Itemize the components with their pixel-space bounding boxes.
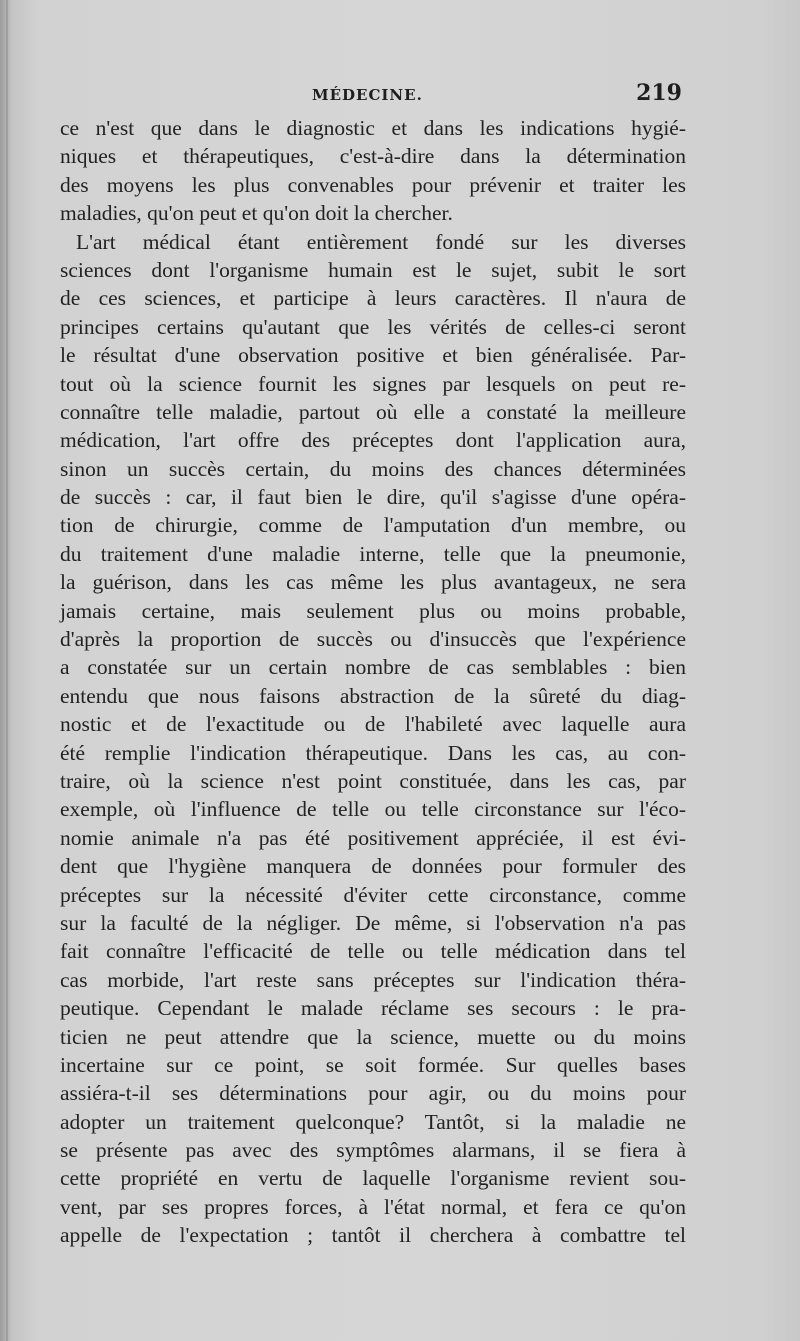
- text-line: préceptes sur la nécessité d'éviter cette circonstance, comme: [60, 882, 686, 907]
- text-line: L'art médical étant entièrement fondé sur les diverses: [76, 229, 686, 254]
- text-line: traire, où la science n'est point constituée, dans les cas, par: [60, 768, 686, 793]
- text-line: été remplie l'indication thérapeutique. Dans les cas, au con-: [60, 740, 686, 765]
- text-line: d'après la proportion de succès ou d'insuccès que l'expérience: [60, 627, 686, 652]
- text-line: des moyens les plus convenables pour prévenir et traiter les: [60, 172, 686, 197]
- text-line: dent que l'hygiène manquera de données pour formuler des: [60, 854, 686, 879]
- text-line: appelle de l'expectation ; tantôt il cherchera à combattre tel: [60, 1223, 686, 1248]
- text-line: maladies, qu'on peut et qu'on doit la chercher.: [60, 201, 453, 226]
- text-line: médication, l'art offre des préceptes dont l'application aura,: [60, 428, 686, 453]
- binding-gutter: [6, 0, 8, 1341]
- text-line: niques et thérapeutiques, c'est-à-dire dans la détermination: [60, 144, 686, 169]
- text-line: peutique. Cependant le malade réclame ses secours : le pra-: [60, 996, 686, 1021]
- text-line: tout où la science fournit les signes par lesquels on peut re-: [60, 371, 686, 396]
- text-line: assiéra-t-il ses déterminations pour agir, ou du moins pour: [60, 1081, 686, 1106]
- text-line: se présente pas avec des symptômes alarmans, il se fiera à: [60, 1138, 686, 1163]
- text-line: sinon un succès certain, du moins des chances déterminées: [60, 456, 686, 481]
- text-line: sur la faculté de la négliger. De même, si l'observation n'a pas: [60, 910, 686, 935]
- text-line: cas morbide, l'art reste sans préceptes sur l'indication théra-: [60, 967, 686, 992]
- text-line: connaître telle maladie, partout où elle a constaté la meilleure: [60, 399, 686, 424]
- text-line: la guérison, dans les cas même les plus avantageux, ne sera: [60, 570, 686, 595]
- text-line: de ces sciences, et participe à leurs caractères. Il n'aura de: [60, 286, 686, 311]
- text-line: fait connaître l'efficacité de telle ou telle médication dans tel: [60, 939, 686, 964]
- text-line: ce n'est que dans le diagnostic et dans les indications hygié-: [60, 116, 686, 140]
- text-line: adopter un traitement quelconque? Tantôt, si la maladie ne: [60, 1109, 686, 1134]
- text-line: nomie animale n'a pas été positivement appréciée, il est évi-: [60, 825, 686, 850]
- text-line: nostic et de l'exactitude ou de l'habileté avec laquelle aura: [60, 712, 686, 737]
- body-text: [60, 114, 686, 1250]
- text-line: du traitement d'une maladie interne, telle que la pneumonie,: [60, 541, 686, 566]
- running-head: MÉDECINE.: [312, 86, 423, 104]
- text-line: jamais certaine, mais seulement plus ou moins probable,: [60, 598, 686, 623]
- page-number: 219: [636, 80, 682, 106]
- text-line: exemple, où l'influence de telle ou telle circonstance sur l'éco-: [60, 797, 686, 822]
- text-line: entendu que nous faisons abstraction de la sûreté du diag-: [60, 683, 686, 708]
- text-line: incertaine sur ce point, se soit formée. Sur quelles bases: [60, 1052, 686, 1077]
- text-line: cette propriété en vertu de laquelle l'organisme revient sou-: [60, 1166, 686, 1191]
- text-line: tion de chirurgie, comme de l'amputation d'un membre, ou: [60, 513, 686, 538]
- text-line: de succès : car, il faut bien le dire, qu'il s'agisse d'une opéra-: [60, 485, 686, 510]
- text-line: ticien ne peut attendre que la science, muette ou du moins: [60, 1024, 686, 1049]
- text-line: sciences dont l'organisme humain est le sujet, subit le sort: [60, 257, 686, 282]
- text-line: le résultat d'une observation positive et bien généralisée. Par-: [60, 343, 686, 368]
- text-line: vent, par ses propres forces, à l'état normal, et fera ce qu'on: [60, 1194, 686, 1219]
- text-line: a constatée sur un certain nombre de cas semblables : bien: [60, 655, 686, 680]
- page-header: [60, 80, 686, 110]
- text-line: principes certains qu'autant que les vérités de celles-ci seront: [60, 314, 686, 339]
